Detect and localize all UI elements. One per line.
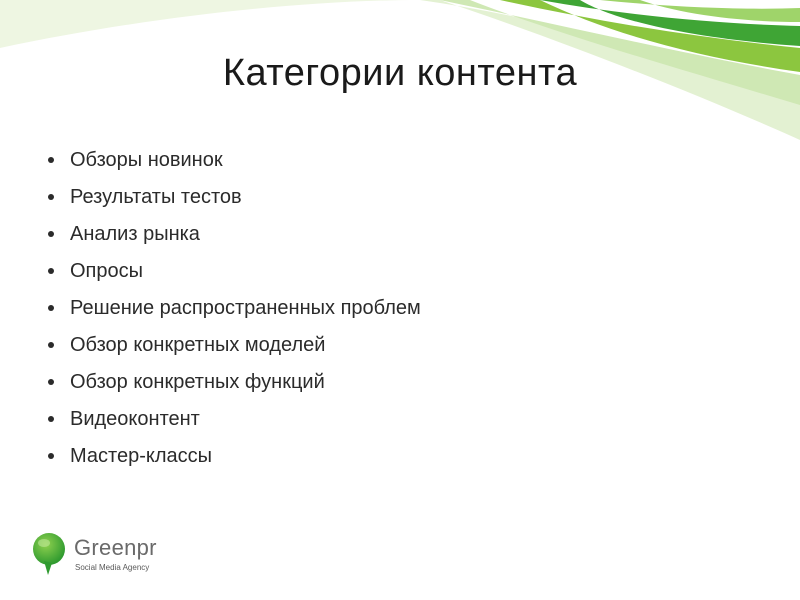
greenpr-logo <box>30 531 200 577</box>
list-item-label: Результаты тестов <box>70 186 242 208</box>
bullet-icon <box>48 194 54 200</box>
bullet-icon <box>48 342 54 348</box>
list-item-label: Анализ рынка <box>70 223 200 245</box>
list-item-label: Обзор конкретных функций <box>70 371 325 393</box>
list-item-label: Мастер-классы <box>70 445 212 467</box>
bullet-icon <box>48 379 54 385</box>
greenpr-logo-mark-icon <box>30 531 68 577</box>
list-item-label: Видеоконтент <box>70 408 200 430</box>
bullet-icon <box>48 268 54 274</box>
list-item <box>48 331 421 368</box>
list-item <box>48 146 421 183</box>
bullet-icon <box>48 305 54 311</box>
list-item <box>48 368 421 405</box>
list-item <box>48 183 421 220</box>
logo-name: Greenpr <box>74 535 157 560</box>
logo-tagline: Social Media Agency <box>75 563 150 572</box>
list-item-label: Решение распространенных проблем <box>70 297 421 319</box>
slide-title: Категории контента <box>222 52 578 94</box>
list-item-label: Обзор конкретных моделей <box>70 334 326 356</box>
list-item-label: Опросы <box>70 260 144 282</box>
bullet-icon <box>48 157 54 163</box>
list-item <box>48 405 421 442</box>
list-item <box>48 442 421 479</box>
content-categories-list <box>48 146 421 479</box>
bullet-icon <box>48 231 54 237</box>
bullet-icon <box>48 416 54 422</box>
bullet-icon <box>48 453 54 459</box>
list-item <box>48 220 421 257</box>
list-item <box>48 294 421 331</box>
list-item <box>48 257 421 294</box>
list-item-label: Обзоры новинок <box>70 149 223 171</box>
